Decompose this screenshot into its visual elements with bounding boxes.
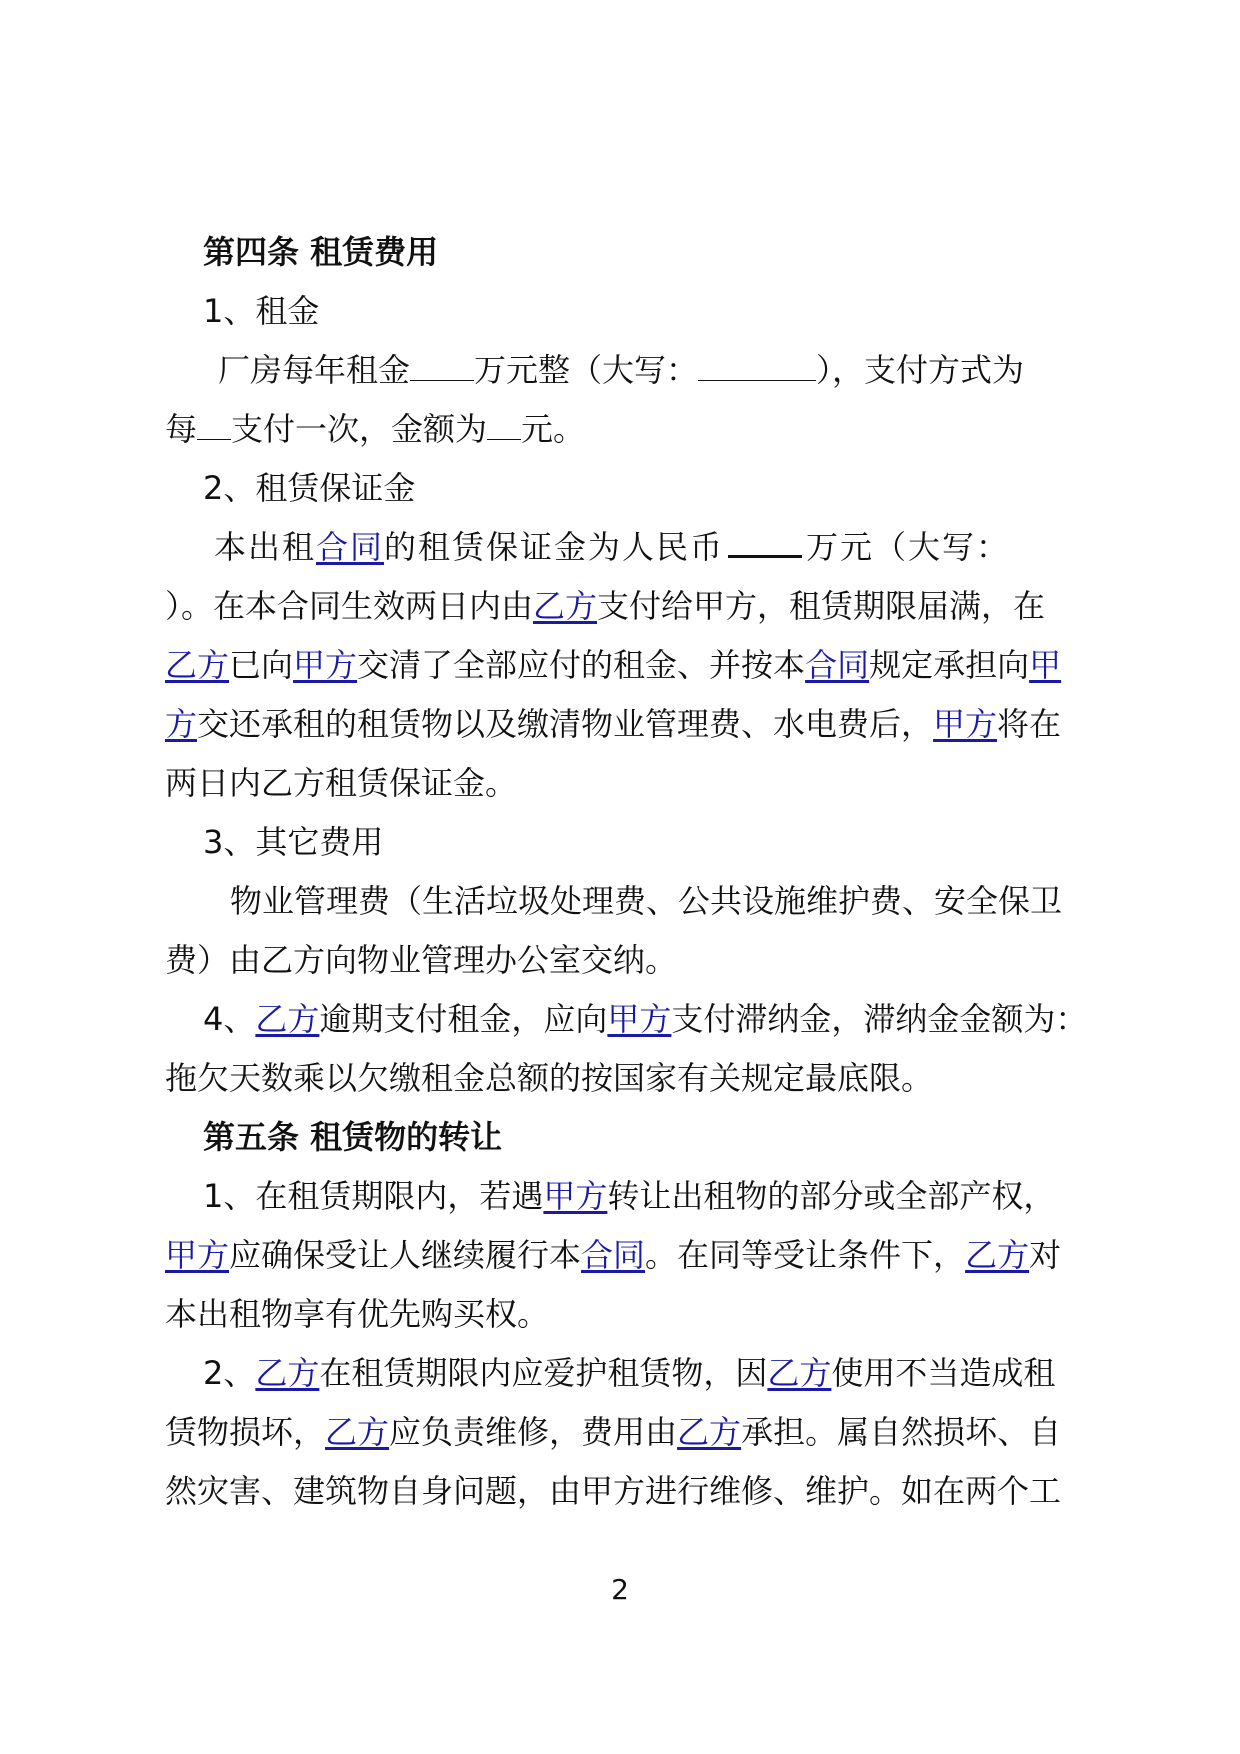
text: 万元（大写： bbox=[806, 528, 1011, 566]
transfer-paragraph-line-3: 本出租物享有优先购买权。 bbox=[165, 1295, 550, 1333]
deposit-paragraph-line-3 bbox=[165, 645, 1061, 685]
blank-rent-amount bbox=[410, 354, 474, 381]
transfer-paragraph-line-2 bbox=[165, 1235, 1061, 1275]
text: 元。 bbox=[521, 410, 586, 448]
text: 承担。属自然损坏、自 bbox=[741, 1413, 1062, 1451]
link-contract[interactable]: 合同 bbox=[581, 1236, 646, 1274]
late-fee-line-2: 拖欠天数乘以欠缴租金总额的按国家有关规定最底限。 bbox=[165, 1059, 934, 1097]
text: 应负责维修，费用由 bbox=[389, 1413, 678, 1451]
text: 对 bbox=[1029, 1236, 1062, 1274]
deposit-paragraph-line-2 bbox=[165, 586, 1045, 626]
link-party-b[interactable]: 乙方 bbox=[677, 1413, 742, 1451]
text: 支付一次，金额为 bbox=[231, 410, 488, 448]
text: 使用不当造成租 bbox=[831, 1354, 1056, 1392]
link-party-a[interactable]: 甲方 bbox=[293, 646, 358, 684]
text: 逾期支付租金，应向 bbox=[319, 1000, 608, 1038]
deposit-paragraph-line-4 bbox=[165, 704, 1061, 744]
text: 规定承担向 bbox=[869, 646, 1030, 684]
link-party-b[interactable]: 乙方 bbox=[533, 587, 598, 625]
late-fee-line-1 bbox=[203, 999, 1087, 1039]
text: 在租赁期限内应爱护租赁物，因 bbox=[319, 1354, 768, 1392]
link-party-a[interactable]: 甲方 bbox=[543, 1177, 608, 1215]
link-party-b[interactable]: 乙方 bbox=[965, 1236, 1030, 1274]
article-5-heading: 第五条 租赁物的转让 bbox=[203, 1118, 503, 1156]
text: 支付给甲方，租赁期限届满，在 bbox=[597, 587, 1046, 625]
maintenance-paragraph-line-3: 然灾害、建筑物自身问题，由甲方进行维修、维护。如在两个工 bbox=[165, 1472, 1062, 1510]
text: 4、 bbox=[203, 1000, 256, 1038]
text: 转让出租物的部分或全部产权， bbox=[607, 1177, 1056, 1215]
text: 交还承租的租赁物以及缴清物业管理费、水电费后， bbox=[197, 705, 934, 743]
text: 1、在租赁期限内，若遇 bbox=[203, 1177, 544, 1215]
link-contract[interactable]: 合同 bbox=[805, 646, 870, 684]
article-4-heading: 第四条 租赁费用 bbox=[203, 233, 439, 271]
link-party-a[interactable]: 甲方 bbox=[933, 705, 998, 743]
text: 厂房每年租金 bbox=[218, 351, 411, 389]
link-contract[interactable]: 合同 bbox=[316, 528, 385, 566]
blank-rent-uppercase bbox=[698, 354, 816, 381]
link-party-b[interactable]: 乙方 bbox=[767, 1354, 832, 1392]
text: 2、 bbox=[203, 1354, 256, 1392]
other-fees-line-1: 物业管理费（生活垃圾处理费、公共设施维护费、安全保卫 bbox=[230, 882, 1063, 920]
deposit-paragraph-line-5: 两日内乙方租赁保证金。 bbox=[165, 764, 518, 802]
section-rent-label: 1、租金 bbox=[203, 292, 320, 330]
text: ）。在本合同生效两日内由 bbox=[165, 587, 534, 625]
link-party-a-part1[interactable]: 甲 bbox=[1029, 646, 1062, 684]
link-party-a-part2[interactable]: 方 bbox=[165, 705, 198, 743]
link-party-b[interactable]: 乙方 bbox=[325, 1413, 390, 1451]
text: 支付滞纳金，滞纳金金额为： bbox=[671, 1000, 1088, 1038]
text: ），支付方式为 bbox=[816, 351, 1025, 389]
maintenance-paragraph-line-2 bbox=[165, 1412, 1061, 1452]
text: 已向 bbox=[229, 646, 294, 684]
maintenance-paragraph-line-1 bbox=[203, 1353, 1055, 1393]
link-party-b[interactable]: 乙方 bbox=[255, 1000, 320, 1038]
text: 将在 bbox=[997, 705, 1062, 743]
rent-paragraph-line-2 bbox=[165, 409, 585, 449]
blank-deposit-amount bbox=[728, 529, 802, 558]
text: 的租赁保证金为人民币 bbox=[384, 528, 725, 566]
section-other-fees-label: 3、其它费用 bbox=[203, 823, 384, 861]
text: 交清了全部应付的租金、并按本 bbox=[357, 646, 806, 684]
text: 应确保受让人继续履行本 bbox=[229, 1236, 582, 1274]
text: 本出租 bbox=[214, 528, 317, 566]
text: 每 bbox=[165, 410, 198, 448]
transfer-paragraph-line-1 bbox=[203, 1176, 1055, 1216]
page-number: 2 bbox=[611, 1573, 629, 1606]
text: 。在同等受让条件下， bbox=[645, 1236, 966, 1274]
text: 万元整（大写： bbox=[474, 351, 699, 389]
link-party-a[interactable]: 甲方 bbox=[165, 1236, 230, 1274]
link-party-b[interactable]: 乙方 bbox=[255, 1354, 320, 1392]
text: 赁物损坏， bbox=[165, 1413, 326, 1451]
other-fees-line-2: 费）由乙方向物业管理办公室交纳。 bbox=[165, 941, 678, 979]
section-deposit-label: 2、租赁保证金 bbox=[203, 469, 416, 507]
rent-paragraph-line-1 bbox=[218, 350, 1024, 390]
link-party-a[interactable]: 甲方 bbox=[607, 1000, 672, 1038]
blank-payment-amount bbox=[487, 413, 521, 440]
link-party-b[interactable]: 乙方 bbox=[165, 646, 230, 684]
deposit-paragraph-line-1 bbox=[214, 527, 1010, 567]
blank-payment-period bbox=[197, 413, 231, 440]
